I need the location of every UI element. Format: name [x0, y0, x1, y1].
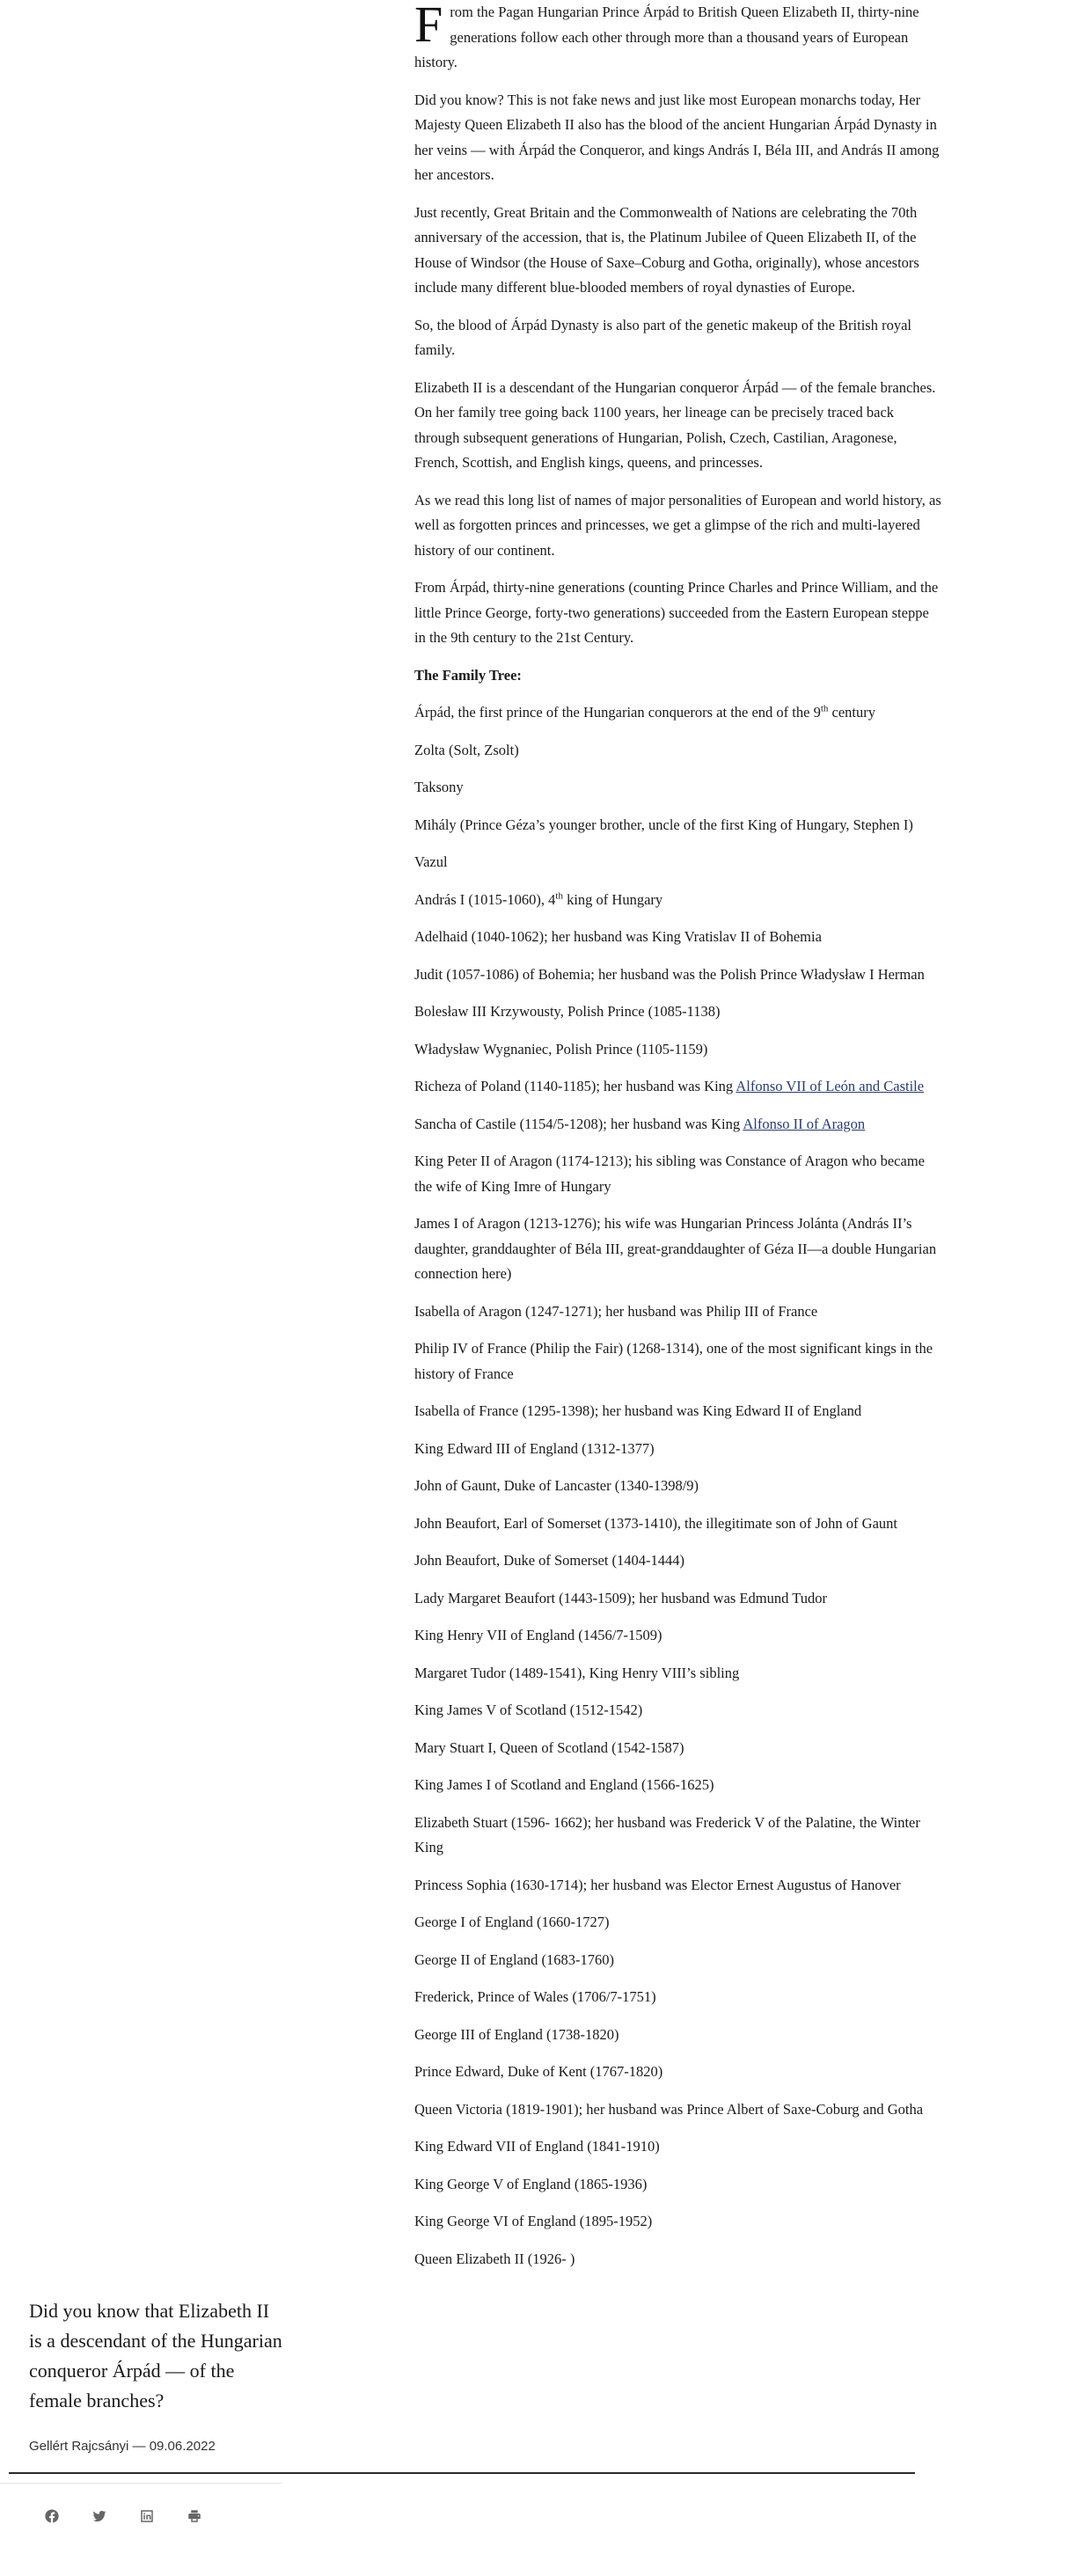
intro-text: rom the Pagan Hungarian Prince Árpád to British Queen Elizabeth II, thirty-nine generations follow each other through more than a thousand years of European history.: [414, 4, 919, 70]
tree-item-mihaly: Mihály (Prince Géza’s younger brother, uncle of the first King of Hungary, Stephen I): [414, 816, 913, 833]
sidebar-article-title: Did you know that Elizabeth II is a descendant of the Hungarian conqueror Árpád — of the female branches?: [29, 2300, 282, 2411]
tree-item: Prince Edward, Duke of Kent (1767-1820): [414, 2063, 663, 2080]
tree-item-taksony: Taksony: [414, 779, 464, 795]
paragraph-6: From Árpád, thirty-nine generations (counting Prince Charles and Prince William, and the little Prince George, forty-two generations) succeeded from the Eastern European steppe in the 9th century to the 21st Century.: [414, 579, 939, 646]
tree-item: John Beaufort, Duke of Somerset (1404-1444): [414, 1552, 685, 1569]
tree-item-andras: [414, 888, 942, 913]
paragraph-2: Just recently, Great Britain and the Commonwealth of Nations are celebrating the 70th anniversary of the accession, that is, the Platinum Jubilee of Queen Elizabeth II, of the House of Windsor (the House of Saxe–Coburg and Gotha, originally), whose ancestors include many different blue-blooded members of royal dynasties of Europe.: [414, 203, 919, 296]
tree-item-judit: Judit (1057-1086) of Bohemia; her husband was the Polish Prince Władysław I Herman: [414, 965, 925, 983]
tree-item-text: king of Hungary: [562, 890, 663, 908]
tree-item: King Edward III of England (1312-1377): [414, 1439, 655, 1457]
tree-item: King James I of Scotland and England (1566-1625): [414, 1776, 714, 1793]
paragraph-4: Elizabeth II is a descendant of the Hungarian conqueror Árpád — of the female branches. On her family tree going back 1100 years, her lineage can be precisely traced back through subsequent generations of Hungarian, Polish, Czech, Castilian, Aragonese, French, Scottish, and English kings, queens, and princesses.: [414, 378, 936, 471]
tree-item-sancha: [414, 1112, 942, 1138]
tree-item: Frederick, Prince of Wales (1706/7-1751): [414, 1988, 656, 2005]
intro-paragraph: [414, 0, 942, 76]
tree-item-text: century: [828, 704, 876, 721]
tree-item: King Peter II of Aragon (1174-1213); his sibling was Constance of Aragon who became the wife of King Imre of Hungary: [414, 1153, 925, 1195]
tree-item-arpad: [414, 700, 942, 726]
tree-item: Lady Margaret Beaufort (1443-1509); her husband was Edmund Tudor: [414, 1589, 827, 1606]
tree-item: John Beaufort, Earl of Somerset (1373-1410), the illegitimate son of John of Gaunt: [414, 1514, 897, 1532]
alfonso-vii-link[interactable]: Alfonso VII of León and Castile: [736, 1078, 925, 1094]
linkedin-icon[interactable]: [136, 2506, 157, 2527]
tree-item: George III of England (1738-1820): [414, 2025, 619, 2043]
tree-item: Queen Victoria (1819-1901); her husband was Prince Albert of Saxe-Coburg and Gotha: [414, 2100, 924, 2118]
ordinal-suffix: th: [820, 703, 829, 714]
drop-cap: F: [414, 0, 443, 53]
tree-item: John of Gaunt, Duke of Lancaster (1340-1398/9): [414, 1477, 699, 1494]
tree-item-richeza: [414, 1074, 942, 1100]
tree-item: Princess Sophia (1630-1714); her husband was Elector Ernest Augustus of Hanover: [414, 1876, 901, 1893]
article-body: [414, 0, 942, 2284]
tree-item: Philip IV of France (Philip the Fair) (1268-1314), one of the most significant kings in the history of France: [414, 1340, 933, 1382]
tree-item-boleslaw: Bolesław III Krzywousty, Polish Prince (1085-1138): [414, 1003, 721, 1020]
tree-item: King George V of England (1865-1936): [414, 2175, 648, 2192]
sidebar-divider: [0, 2483, 282, 2484]
paragraph-3: So, the blood of Árpád Dynasty is also part of the genetic makeup of the British royal family.: [414, 316, 912, 358]
paragraph-1: Did you know? This is not fake news and just like most European monarchs today, Her Majesty Queen Elizabeth II also has the blood of the ancient Hungarian Árpád Dynasty in her veins — with Árpád the Conqueror, and kings András I, Béla III, and András II among her ancestors.: [414, 91, 940, 183]
tree-item-text: Sancha of Castile (1154/5-1208); her husband was King: [414, 1115, 743, 1132]
ordinal-suffix: th: [555, 890, 563, 901]
print-icon[interactable]: [184, 2506, 205, 2527]
twitter-icon[interactable]: [89, 2506, 110, 2527]
tree-item: King George VI of England (1895-1952): [414, 2213, 653, 2229]
alfonso-ii-link[interactable]: Alfonso II of Aragon: [743, 1115, 866, 1132]
tree-item: Mary Stuart I, Queen of Scotland (1542-1587): [414, 1738, 684, 1756]
author-date-line[interactable]: Gellért Rajcsányi — 09.06.2022: [29, 2439, 216, 2454]
share-bar: [41, 2506, 205, 2527]
tree-item: James I of Aragon (1213-1276); his wife was Hungarian Princess Jolánta (András II’s daughter, granddaughter of Béla III, great-granddaughter of Géza II—a double Hungarian connection here): [414, 1215, 937, 1282]
tree-item: George II of England (1683-1760): [414, 1950, 614, 1968]
family-tree-heading: The Family Tree:: [414, 666, 522, 684]
tree-item: Isabella of France (1295-1398); her husband was King Edward II of England: [414, 1402, 862, 1419]
tree-item: George I of England (1660-1727): [414, 1914, 610, 1930]
tree-item-adelhaid: Adelhaid (1040-1062); her husband was King Vratislav II of Bohemia: [414, 928, 822, 945]
paragraph-5: As we read this long list of names of major personalities of European and world history, as well as forgotten princes and princesses, we get a glimpse of the rich and multi-layered history of our continent.: [414, 491, 941, 559]
tree-item: King James V of Scotland (1512-1542): [414, 1701, 643, 1718]
tree-item-zolta: Zolta (Solt, Zsolt): [414, 741, 519, 758]
tree-item: Margaret Tudor (1489-1541), King Henry VIII’s sibling: [414, 1664, 740, 1681]
sticky-article-info: [29, 2296, 284, 2454]
tree-item-text: András I (1015-1060), 4: [414, 890, 556, 908]
tree-item: Isabella of Aragon (1247-1271); her husband was Philip III of France: [414, 1302, 818, 1320]
tree-item-text: Árpád, the first prince of the Hungarian conquerors at the end of the 9: [414, 704, 821, 721]
tree-item: King Henry VII of England (1456/7-1509): [414, 1627, 662, 1643]
tree-item-vazul: Vazul: [414, 853, 448, 870]
tree-item-text: Richeza of Poland (1140-1185); her husband was King: [414, 1078, 736, 1094]
facebook-icon[interactable]: [41, 2506, 62, 2527]
tree-item: Elizabeth Stuart (1596- 1662); her husband was Frederick V of the Palatine, the Winter King: [414, 1813, 920, 1855]
tree-item: King Edward VII of England (1841-1910): [414, 2138, 660, 2155]
horizontal-rule: [9, 2472, 915, 2474]
tree-item: Queen Elizabeth II (1926- ): [414, 2250, 575, 2267]
tree-item-wladyslaw: Władysław Wygnaniec, Polish Prince (1105-1159): [414, 1040, 708, 1057]
